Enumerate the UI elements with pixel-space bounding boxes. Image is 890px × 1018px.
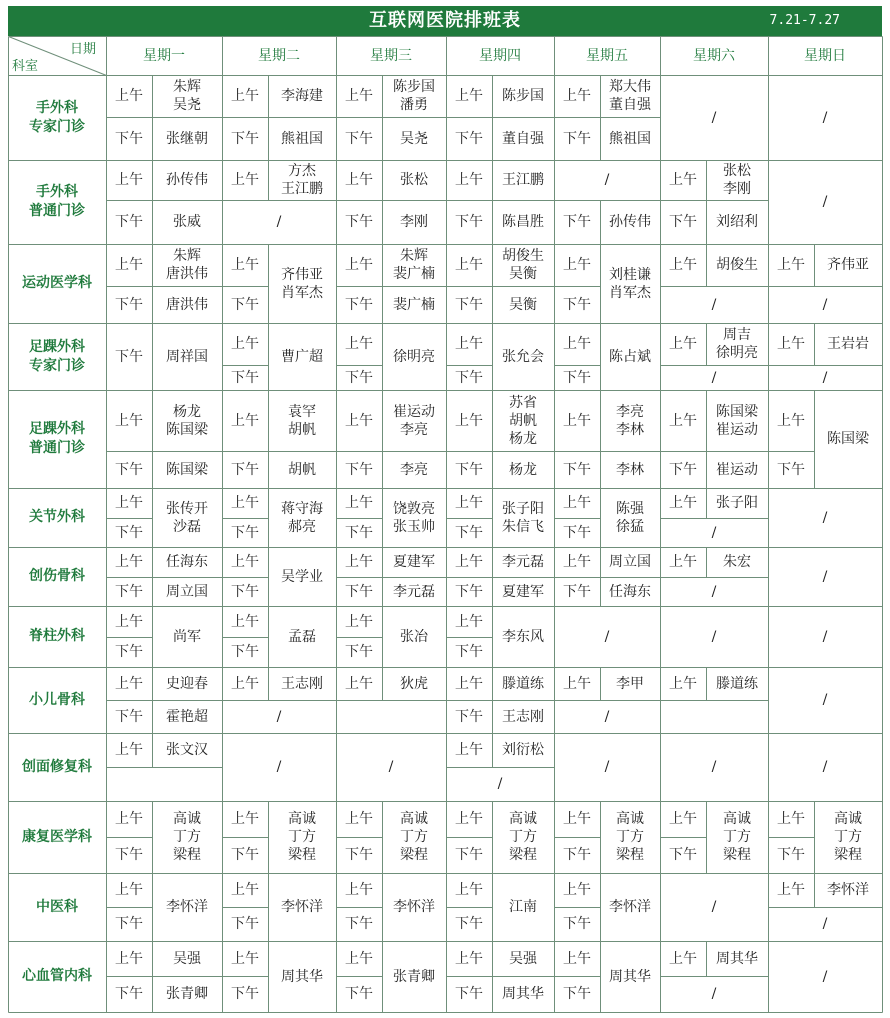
- doctor-name: 杨龙 陈国梁: [166, 403, 208, 438]
- pm-label: 下午: [563, 986, 591, 1002]
- am-label: 上午: [115, 88, 143, 104]
- empty-slot: /: [711, 583, 717, 600]
- doctor-name: 周其华: [281, 968, 323, 985]
- doctor-name: 李元磊: [393, 583, 435, 600]
- doctor-name: 吴学业: [281, 568, 323, 585]
- pm-label: 下午: [231, 130, 259, 147]
- pm-label: 下午: [455, 369, 483, 386]
- doctor-name: 李元磊: [502, 554, 544, 570]
- am-label: 上午: [455, 554, 483, 570]
- pm-label: 下午: [563, 130, 591, 147]
- empty-slot: /: [604, 628, 610, 645]
- doctor-name: 张传开 沙磊: [166, 500, 208, 535]
- department-name: 足踝外科 普通门诊: [29, 421, 85, 456]
- doctor-name: 张子阳 朱信飞: [502, 500, 544, 535]
- doctor-name: 李亮 李林: [616, 403, 644, 438]
- pm-label: 下午: [345, 296, 373, 313]
- am-label: 上午: [455, 172, 483, 188]
- doctor-name: 李怀洋: [393, 899, 435, 915]
- empty-slot: /: [604, 708, 610, 725]
- pm-label: 下午: [115, 583, 143, 600]
- corner-date-label: 日期: [70, 42, 97, 57]
- am-label: 上午: [669, 811, 697, 827]
- am-label: 上午: [345, 412, 373, 429]
- department-name: 运动医学科: [22, 275, 92, 291]
- empty-slot: /: [711, 369, 717, 386]
- am-label: 上午: [455, 495, 483, 511]
- doctor-name: 李怀洋: [166, 899, 208, 915]
- pm-label: 下午: [455, 708, 483, 725]
- pm-label: 下午: [455, 986, 483, 1002]
- pm-label: 下午: [455, 524, 483, 541]
- am-label: 上午: [231, 257, 259, 273]
- am-label: 上午: [455, 257, 483, 273]
- day-header: 星期二: [258, 47, 300, 64]
- am-label: 上午: [455, 950, 483, 967]
- pm-label: 下午: [231, 644, 259, 660]
- doctor-name: 张允会: [502, 348, 544, 365]
- doctor-name: 高诚 丁方 梁程: [509, 811, 537, 863]
- empty-slot: /: [711, 524, 717, 541]
- doctor-name: 周祥国: [166, 348, 208, 365]
- empty-slot: /: [604, 172, 610, 188]
- empty-slot: /: [822, 759, 828, 775]
- doctor-name: 吴衡: [509, 296, 537, 313]
- doctor-name: 任海东: [609, 583, 651, 600]
- day-header: 星期日: [804, 47, 846, 64]
- am-label: 上午: [231, 172, 259, 188]
- am-label: 上午: [115, 554, 143, 570]
- am-label: 上午: [231, 675, 259, 692]
- doctor-name: 夏建军: [502, 583, 544, 600]
- doctor-name: 苏省 胡帆 杨龙: [509, 394, 537, 447]
- doctor-name: 吴尧: [400, 130, 428, 147]
- pm-label: 下午: [345, 214, 373, 230]
- am-label: 上午: [345, 88, 373, 104]
- pm-label: 下午: [455, 130, 483, 147]
- pm-label: 下午: [563, 296, 591, 313]
- doctor-name: 刘绍利: [716, 214, 758, 230]
- empty-slot: /: [711, 296, 717, 313]
- doctor-name: 熊祖国: [281, 130, 323, 147]
- doctor-name: 尚军: [173, 628, 201, 645]
- empty-slot: /: [711, 628, 717, 645]
- day-header: 星期五: [586, 47, 628, 64]
- empty-slot: /: [711, 986, 717, 1002]
- doctor-name: 李怀洋: [609, 899, 651, 915]
- department-name: 关节外科: [29, 509, 85, 525]
- department-name: 创面修复科: [22, 758, 92, 775]
- day-header: 星期六: [693, 47, 735, 64]
- am-label: 上午: [455, 412, 483, 429]
- pm-label: 下午: [563, 214, 591, 230]
- doctor-name: 熊祖国: [609, 130, 651, 147]
- am-label: 上午: [115, 412, 143, 429]
- pm-label: 下午: [231, 916, 259, 932]
- doctor-name: 任海东: [166, 554, 208, 570]
- doctor-name: 朱辉 裴广楠: [393, 248, 435, 282]
- empty-slot: /: [822, 568, 828, 585]
- schedule-title: 互联网医院排班表: [369, 10, 521, 31]
- doctor-name: 滕道练: [716, 675, 758, 692]
- am-label: 上午: [777, 811, 805, 827]
- am-label: 上午: [563, 811, 591, 827]
- am-label: 上午: [115, 742, 143, 758]
- am-label: 上午: [669, 554, 697, 570]
- doctor-name: 李海建: [281, 88, 323, 104]
- pm-label: 下午: [563, 847, 591, 863]
- empty-slot: /: [711, 899, 717, 915]
- doctor-name: 曹广超: [281, 348, 323, 365]
- pm-label: 下午: [563, 916, 591, 932]
- am-label: 上午: [345, 613, 373, 630]
- pm-label: 下午: [563, 369, 591, 386]
- doctor-name: 齐伟亚 肖军杰: [281, 266, 323, 301]
- doctor-name: 周其华: [609, 968, 651, 985]
- department-name: 小儿骨科: [29, 691, 85, 708]
- department-name: 中医科: [36, 898, 78, 915]
- pm-label: 下午: [231, 369, 259, 386]
- am-label: 上午: [345, 554, 373, 570]
- doctor-name: 张青卿: [166, 986, 208, 1002]
- am-label: 上午: [563, 257, 591, 273]
- pm-label: 下午: [115, 214, 143, 230]
- doctor-name: 孙传伟: [609, 214, 651, 230]
- am-label: 上午: [669, 950, 697, 967]
- pm-label: 下午: [115, 847, 143, 863]
- empty-slot: /: [388, 759, 394, 775]
- doctor-name: 王江鹏: [502, 172, 544, 188]
- doctor-name: 胡俊生 吴衡: [502, 248, 544, 282]
- am-label: 上午: [563, 495, 591, 511]
- empty-slot: /: [822, 968, 828, 985]
- department-name: 足踝外科 专家门诊: [29, 338, 85, 374]
- doctor-name: 张松: [400, 172, 428, 188]
- pm-label: 下午: [115, 348, 143, 365]
- doctor-name: 周立国: [609, 554, 651, 570]
- am-label: 上午: [231, 554, 259, 570]
- doctor-name: 郑大伟 董自强: [609, 79, 651, 113]
- empty-slot: /: [604, 759, 610, 775]
- am-label: 上午: [115, 811, 143, 827]
- pm-label: 下午: [115, 461, 143, 478]
- department-name: 脊柱外科: [29, 628, 85, 644]
- am-label: 上午: [455, 88, 483, 104]
- am-label: 上午: [345, 495, 373, 511]
- department-name: 康复医学科: [22, 828, 92, 845]
- empty-slot: /: [822, 296, 828, 313]
- doctor-name: 李刚: [400, 214, 428, 230]
- empty-slot: /: [822, 692, 828, 708]
- pm-label: 下午: [455, 214, 483, 230]
- empty-slot: /: [276, 759, 282, 775]
- am-label: 上午: [455, 742, 483, 758]
- am-label: 上午: [231, 336, 259, 352]
- doctor-name: 李亮: [400, 461, 428, 478]
- doctor-name: 王岩岩: [827, 336, 869, 352]
- doctor-name: 胡帆: [288, 461, 316, 478]
- doctor-name: 李怀洋: [281, 899, 323, 915]
- department-name: 手外科 普通门诊: [29, 184, 85, 219]
- am-label: 上午: [115, 257, 143, 273]
- doctor-name: 张继朝: [166, 130, 208, 147]
- empty-slot: /: [822, 509, 828, 526]
- doctor-name: 袁罕 胡帆: [288, 403, 316, 438]
- doctor-name: 李林: [616, 461, 644, 478]
- pm-label: 下午: [455, 461, 483, 478]
- doctor-name: 陈国梁 崔运动: [716, 403, 758, 438]
- doctor-name: 蒋守海 郝亮: [281, 500, 323, 535]
- doctor-name: 李甲: [616, 675, 644, 692]
- pm-label: 下午: [345, 847, 373, 863]
- pm-label: 下午: [455, 296, 483, 313]
- am-label: 上午: [345, 950, 373, 967]
- am-label: 上午: [345, 172, 373, 188]
- am-label: 上午: [563, 412, 591, 429]
- doctor-name: 崔运动: [716, 461, 758, 478]
- doctor-name: 吴强: [509, 950, 537, 967]
- doctor-name: 滕道练: [502, 675, 544, 692]
- am-label: 上午: [669, 495, 697, 511]
- empty-slot: /: [822, 916, 828, 932]
- pm-label: 下午: [115, 986, 143, 1002]
- empty-slot: /: [822, 194, 828, 210]
- am-label: 上午: [563, 950, 591, 967]
- doctor-name: 周其华: [716, 950, 758, 967]
- doctor-name: 高诚 丁方 梁程: [834, 811, 862, 863]
- am-label: 上午: [231, 88, 259, 104]
- am-label: 上午: [231, 613, 259, 630]
- am-label: 上午: [777, 412, 805, 429]
- am-label: 上午: [231, 882, 259, 898]
- doctor-name: 杨龙: [509, 461, 537, 478]
- doctor-name: 周吉 徐明亮: [716, 327, 758, 361]
- doctor-name: 张松 李刚: [723, 163, 751, 197]
- am-label: 上午: [455, 882, 483, 898]
- department-name: 心血管内科: [22, 968, 92, 984]
- pm-label: 下午: [669, 847, 697, 863]
- am-label: 上午: [231, 950, 259, 967]
- pm-label: 下午: [231, 461, 259, 478]
- doctor-name: 陈强 徐猛: [616, 500, 644, 535]
- empty-slot: /: [276, 708, 282, 725]
- doctor-name: 张威: [173, 214, 201, 230]
- am-label: 上午: [455, 613, 483, 630]
- doctor-name: 张青卿: [393, 968, 435, 985]
- pm-label: 下午: [345, 916, 373, 932]
- am-label: 上午: [669, 675, 697, 692]
- am-label: 上午: [231, 495, 259, 511]
- doctor-name: 徐明亮: [393, 348, 435, 365]
- pm-label: 下午: [115, 130, 143, 147]
- doctor-name: 高诚 丁方 梁程: [400, 811, 428, 863]
- empty-slot: /: [276, 214, 282, 230]
- pm-label: 下午: [669, 461, 697, 478]
- doctor-name: 史迎春: [166, 675, 208, 692]
- am-label: 上午: [231, 811, 259, 827]
- am-label: 上午: [345, 675, 373, 692]
- am-label: 上午: [563, 882, 591, 898]
- pm-label: 下午: [777, 461, 805, 478]
- am-label: 上午: [345, 336, 373, 352]
- am-label: 上午: [777, 257, 805, 273]
- am-label: 上午: [777, 336, 805, 352]
- am-label: 上午: [115, 172, 143, 188]
- doctor-name: 高诚 丁方 梁程: [288, 811, 316, 863]
- pm-label: 下午: [115, 644, 143, 660]
- doctor-name: 孟磊: [288, 628, 316, 645]
- pm-label: 下午: [115, 524, 143, 541]
- am-label: 上午: [115, 675, 143, 692]
- pm-label: 下午: [115, 916, 143, 932]
- doctor-name: 王志刚: [281, 675, 323, 692]
- empty-slot: /: [822, 628, 828, 645]
- doctor-name: 孙传伟: [166, 172, 208, 188]
- doctor-name: 高诚 丁方 梁程: [616, 811, 644, 863]
- am-label: 上午: [115, 950, 143, 967]
- am-label: 上午: [455, 811, 483, 827]
- day-header: 星期一: [143, 47, 185, 64]
- doctor-name: 齐伟亚: [827, 257, 869, 273]
- doctor-name: 陈国梁: [166, 461, 208, 478]
- am-label: 上午: [563, 336, 591, 352]
- doctor-name: 吴强: [173, 950, 201, 967]
- doctor-name: 朱宏: [723, 554, 751, 570]
- am-label: 上午: [345, 811, 373, 827]
- doctor-name: 饶敦亮 张玉帅: [393, 500, 435, 535]
- am-label: 上午: [669, 257, 697, 273]
- pm-label: 下午: [345, 130, 373, 147]
- am-label: 上午: [455, 336, 483, 352]
- doctor-name: 王志刚: [502, 708, 544, 725]
- doctor-name: 唐洪伟: [166, 296, 208, 313]
- pm-label: 下午: [455, 583, 483, 600]
- pm-label: 下午: [231, 986, 259, 1002]
- doctor-name: 胡俊生: [716, 257, 758, 273]
- doctor-name: 霍艳超: [166, 708, 208, 725]
- doctor-name: 陈昌胜: [502, 214, 544, 230]
- pm-label: 下午: [455, 916, 483, 932]
- doctor-name: 周其华: [502, 986, 544, 1002]
- doctor-name: 朱辉 吴尧: [173, 79, 201, 113]
- am-label: 上午: [669, 336, 697, 352]
- pm-label: 下午: [345, 583, 373, 600]
- doctor-name: 崔运动 李亮: [393, 403, 435, 438]
- doctor-name: 张文汉: [166, 742, 208, 758]
- am-label: 上午: [563, 675, 591, 692]
- am-label: 上午: [777, 882, 805, 898]
- doctor-name: 陈占斌: [609, 348, 651, 365]
- doctor-name: 李怀洋: [827, 882, 869, 898]
- am-label: 上午: [115, 495, 143, 511]
- doctor-name: 夏建军: [393, 554, 435, 570]
- pm-label: 下午: [563, 524, 591, 541]
- pm-label: 下午: [231, 847, 259, 863]
- doctor-name: 刘衍松: [502, 742, 544, 758]
- doctor-name: 李东风: [502, 628, 544, 645]
- am-label: 上午: [669, 172, 697, 188]
- empty-slot: /: [822, 369, 828, 386]
- doctor-name: 陈步国 潘勇: [393, 79, 435, 113]
- empty-slot: /: [822, 109, 828, 126]
- pm-label: 下午: [115, 708, 143, 725]
- corner-dept-label: 科室: [12, 59, 39, 74]
- doctor-name: 董自强: [502, 130, 544, 147]
- department-name: 创伤骨科: [29, 568, 85, 584]
- day-header: 星期三: [370, 47, 412, 64]
- doctor-name: 张子阳: [716, 495, 758, 511]
- pm-label: 下午: [231, 296, 259, 313]
- day-header: 星期四: [479, 47, 521, 64]
- date-range: 7.21-7.27: [769, 13, 840, 28]
- doctor-name: 陈国梁: [827, 431, 869, 447]
- doctor-name: 张冶: [400, 628, 428, 645]
- doctor-name: 陈步国: [502, 88, 544, 104]
- doctor-name: 裴广楠: [393, 296, 435, 313]
- pm-label: 下午: [345, 644, 373, 660]
- pm-label: 下午: [455, 644, 483, 660]
- doctor-name: 高诚 丁方 梁程: [173, 811, 201, 863]
- pm-label: 下午: [345, 461, 373, 478]
- department-name: 手外科 专家门诊: [29, 99, 85, 135]
- am-label: 上午: [231, 412, 259, 429]
- pm-label: 下午: [455, 847, 483, 863]
- empty-slot: /: [711, 109, 717, 126]
- doctor-name: 刘桂谦 肖军杰: [609, 266, 651, 301]
- empty-slot: /: [497, 776, 503, 792]
- pm-label: 下午: [563, 461, 591, 478]
- am-label: 上午: [669, 412, 697, 429]
- pm-label: 下午: [345, 369, 373, 386]
- am-label: 上午: [115, 613, 143, 630]
- pm-label: 下午: [345, 986, 373, 1002]
- am-label: 上午: [563, 88, 591, 104]
- pm-label: 下午: [669, 214, 697, 230]
- am-label: 上午: [455, 675, 483, 692]
- pm-label: 下午: [231, 524, 259, 541]
- pm-label: 下午: [777, 847, 805, 863]
- pm-label: 下午: [345, 524, 373, 541]
- doctor-name: 方杰 王江鹏: [281, 163, 323, 197]
- doctor-name: 高诚 丁方 梁程: [723, 811, 751, 863]
- doctor-name: 周立国: [166, 583, 208, 600]
- pm-label: 下午: [115, 296, 143, 313]
- empty-slot: /: [711, 759, 717, 775]
- pm-label: 下午: [231, 583, 259, 600]
- am-label: 上午: [563, 554, 591, 570]
- am-label: 上午: [345, 882, 373, 898]
- pm-label: 下午: [563, 583, 591, 600]
- am-label: 上午: [115, 882, 143, 898]
- am-label: 上午: [345, 257, 373, 273]
- doctor-name: 朱辉 唐洪伟: [166, 248, 208, 282]
- doctor-name: 江南: [509, 899, 537, 915]
- doctor-name: 狄虎: [400, 675, 428, 692]
